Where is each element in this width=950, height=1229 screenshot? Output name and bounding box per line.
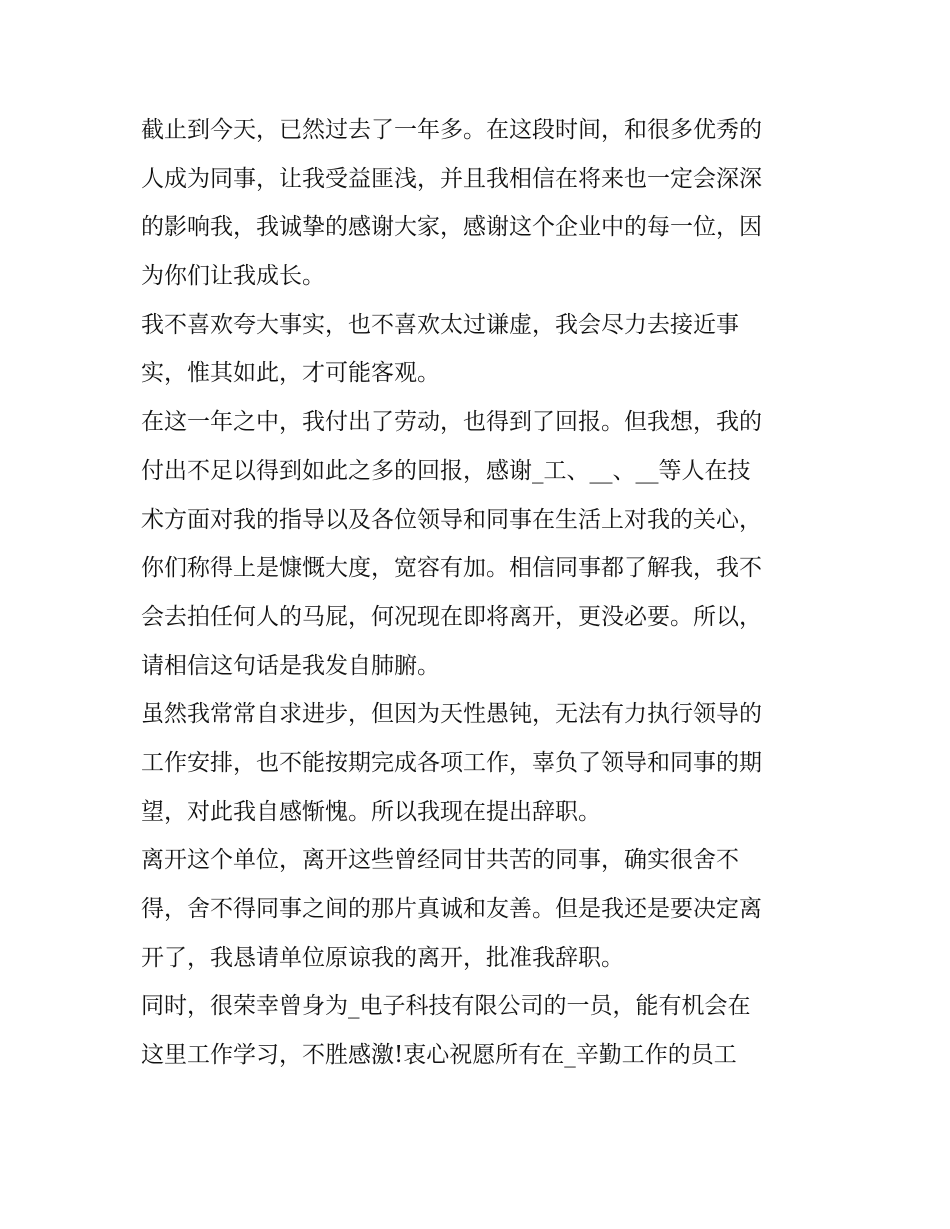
text-line: 截止到今天，已然过去了一年多。在这段时间，和很多优秀的	[141, 117, 762, 143]
text-line: 为你们让我成长。	[141, 263, 325, 290]
text-line: 离开这个单位，离开这些曾经同甘共苦的同事，确实很舍不	[141, 847, 739, 874]
text-line: 同时，很荣幸曾身为_电子科技有限公司的一员，能有机会在	[141, 993, 751, 1020]
text-line: 在这一年之中，我付出了劳动，也得到了回报。但我想，我的	[141, 409, 762, 436]
text-line: 这里工作学习，不胜感激!衷心祝愿所有在_辛勤工作的员工	[141, 1042, 737, 1069]
text-line: 虽然我常常自求进步，但因为天性愚钝，无法有力执行领导的	[141, 701, 762, 728]
text-line: 的影响我，我诚挚的感谢大家，感谢这个企业中的每一位，因	[141, 214, 762, 241]
text-line: 得，舍不得同事之间的那片真诚和友善。但是我还是要决定离	[141, 896, 762, 922]
text-line: 会去拍任何人的马屁，何况现在即将离开，更没必要。所以，	[141, 603, 762, 630]
text-line: 付出不足以得到如此之多的回报，感谢_工、__、__等人在技	[141, 457, 751, 484]
letter-body	[141, 106, 821, 1080]
text-line: 工作安排，也不能按期完成各项工作，辜负了领导和同事的期	[141, 749, 762, 776]
text-line: 望，对此我自感惭愧。所以我现在提出辞职。	[141, 798, 601, 825]
text-line: 术方面对我的指导以及各位领导和同事在生活上对我的关心，	[141, 506, 762, 533]
text-line: 你们称得上是慷慨大度，宽容有加。相信同事都了解我，我不	[141, 555, 762, 582]
text-line: 人成为同事，让我受益匪浅，并且我相信在将来也一定会深深	[141, 165, 762, 192]
text-line: 开了，我恳请单位原谅我的离开，批准我辞职。	[141, 944, 624, 971]
text-line: 我不喜欢夸大事实，也不喜欢太过谦虚，我会尽力去接近事	[141, 311, 739, 338]
text-line: 请相信这句话是我发自肺腑。	[141, 652, 440, 679]
text-line: 实，惟其如此，才可能客观。	[141, 360, 440, 387]
